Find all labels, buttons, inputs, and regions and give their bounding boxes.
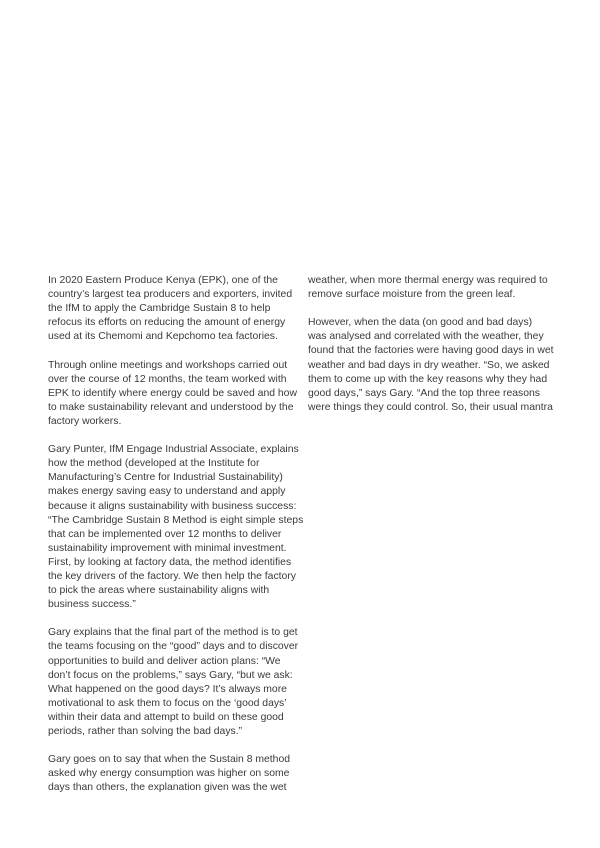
paragraph — [48, 753, 308, 795]
paragraph — [48, 359, 308, 429]
text-line: factory workers. — [48, 415, 122, 427]
text-line: periods, rather than solving the bad days.” — [48, 726, 243, 737]
text-line: “The Cambridge Sustain 8 Method is eight simple steps — [48, 514, 304, 526]
text-line: Manufacturing’s Centre for Industrial Sustainability) — [48, 472, 283, 484]
text-line: country’s largest tea producers and exporters, invited — [48, 289, 293, 301]
text-line: Gary goes on to say that when the Sustain 8 method — [48, 754, 291, 766]
text-line: Through online meetings and workshops carried out — [48, 359, 288, 371]
text-line: However, when the data (on good and bad days) — [308, 317, 533, 329]
text-line: What happened on the good days? It’s always more — [48, 683, 287, 695]
text-line: In 2020 Eastern Produce Kenya (EPK), one of the — [48, 275, 278, 286]
text-line: First, by looking at factory data, the method identifies — [48, 556, 292, 568]
text-line: the key drivers of the factory. We then help the factory — [48, 570, 296, 582]
text-line: within their data and attempt to build on these good — [48, 711, 284, 723]
text-line: business success.” — [48, 599, 136, 611]
text-line: remove surface moisture from the green leaf. — [308, 289, 516, 301]
text-line: weather, when more thermal energy was required to — [308, 275, 548, 286]
text-line: days than others, the explanation given was the wet — [48, 782, 287, 794]
paragraph — [308, 316, 568, 415]
text-line: found that the factories were having good days in wet — [308, 345, 554, 357]
text-line: were things they could control. So, their usual mantra — [308, 401, 553, 413]
text-line: makes energy saving easy to understand and apply — [48, 486, 286, 498]
text-line: that can be implemented over 12 months to deliver — [48, 528, 282, 540]
text-line: how the method (developed at the Institute for — [48, 458, 260, 470]
text-line: don’t focus on the problems,” says Gary, “but we ask: — [48, 669, 293, 681]
text-line: was analysed and correlated with the weather, they — [308, 331, 544, 343]
text-line: to pick the areas where sustainability aligns with — [48, 585, 270, 597]
paragraph — [48, 443, 308, 612]
text-line: good days,” says Gary. “And the top three reasons — [308, 387, 540, 399]
text-line: the IfM to apply the Cambridge Sustain 8 to help — [48, 303, 271, 315]
text-line: opportunities to build and deliver action plans: “We — [48, 655, 281, 667]
paragraph — [48, 274, 308, 344]
text-line: weather and bad days in dry weather. “So, we asked — [308, 359, 550, 371]
paragraph — [308, 274, 568, 302]
text-line: used at its Chemomi and Kepchomo tea factories. — [48, 331, 278, 343]
text-line: them to come up with the key reasons why they had — [308, 373, 548, 385]
text-line: sustainability improvement with minimal investment. — [48, 542, 287, 554]
text-line: Gary explains that the final part of the method is to get — [48, 627, 298, 639]
paragraph — [48, 626, 308, 739]
text-line: Gary Punter, IfM Engage Industrial Associate, explains — [48, 444, 299, 456]
text-line: motivational to ask them to focus on the ‘good days’ — [48, 697, 287, 709]
text-line: because it aligns sustainability with business success: — [48, 500, 297, 512]
text-line: over the course of 12 months, the team worked with — [48, 373, 287, 385]
text-line: EPK to identify where energy could be saved and how — [48, 387, 297, 399]
text-line: refocus its efforts on reducing the amount of energy — [48, 317, 286, 329]
text-line: asked why energy consumption was higher on some — [48, 768, 290, 780]
right-text-column — [308, 274, 568, 429]
left-text-column — [48, 274, 308, 810]
text-line: to make sustainability relevant and understood by the — [48, 401, 294, 413]
text-line: the teams focusing on the “good” days and to discover — [48, 641, 299, 653]
